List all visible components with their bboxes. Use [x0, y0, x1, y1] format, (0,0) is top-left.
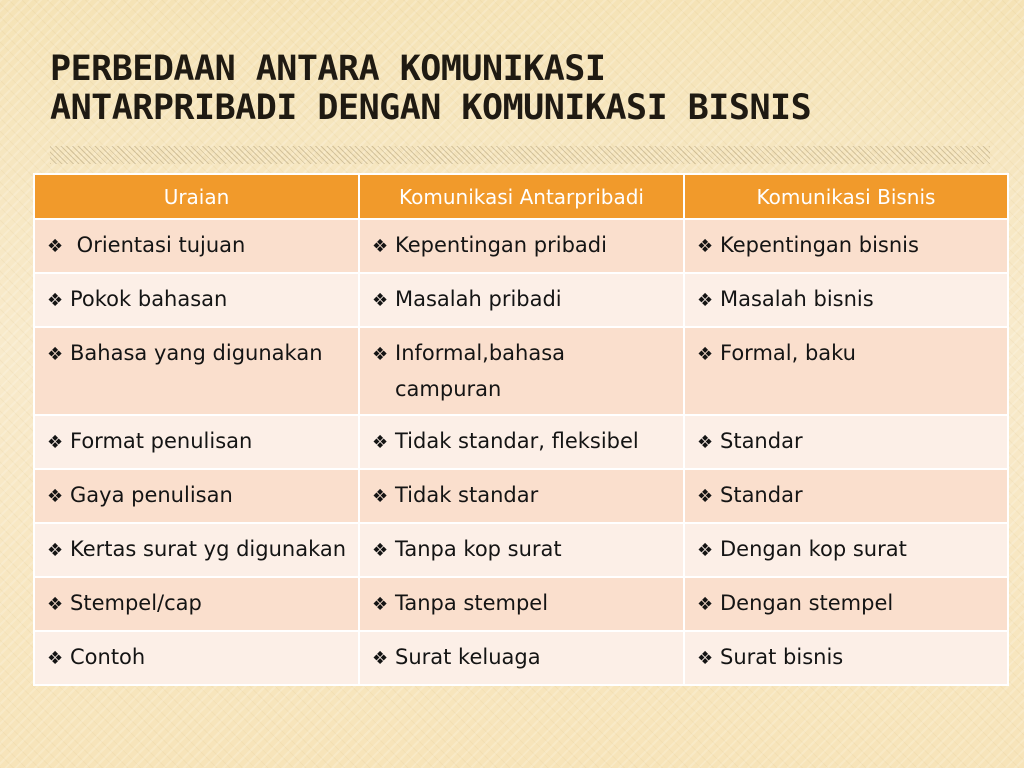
- cell-content: [372, 478, 673, 514]
- table-cell-uraian: [34, 577, 359, 631]
- diamond-bullet-icon: ❖: [697, 432, 714, 453]
- cell-content: [47, 640, 348, 676]
- cell-content: [697, 228, 997, 264]
- table-row: [34, 631, 1008, 685]
- cell-text: Pokok bahasan: [70, 287, 228, 311]
- table-header-row: [34, 174, 1008, 219]
- slide-title-line-2: ANTARPRIBADI DENGAN KOMUNIKASI BISNIS: [50, 88, 812, 128]
- table-row: [34, 219, 1008, 273]
- table-cell-uraian: [34, 469, 359, 523]
- diamond-bullet-icon: ❖: [372, 432, 389, 453]
- diamond-bullet-icon: ❖: [372, 594, 389, 615]
- table-cell-bisnis: [684, 577, 1008, 631]
- diamond-bullet-icon: ❖: [47, 290, 64, 311]
- cell-text: Dengan kop surat: [720, 537, 907, 561]
- table-cell-antarpribadi: [359, 415, 684, 469]
- cell-content: [697, 282, 997, 318]
- cell-text: Tidak standar, fleksibel: [395, 429, 639, 453]
- cell-content: [47, 282, 348, 318]
- cell-content: [47, 586, 348, 622]
- table-cell-bisnis: [684, 523, 1008, 577]
- cell-text: Surat keluaga: [395, 645, 541, 669]
- cell-content: [372, 228, 673, 264]
- header-uraian: Uraian: [34, 174, 359, 219]
- table-cell-uraian: [34, 273, 359, 327]
- cell-text: Orientasi tujuan: [70, 233, 246, 257]
- table-cell-antarpribadi: [359, 523, 684, 577]
- diamond-bullet-icon: ❖: [47, 648, 64, 669]
- table-cell-antarpribadi: [359, 327, 684, 415]
- table-cell-antarpribadi: [359, 273, 684, 327]
- cell-content: [372, 532, 673, 568]
- table-cell-bisnis: [684, 327, 1008, 415]
- cell-text: Dengan stempel: [720, 591, 894, 615]
- table-cell-uraian: [34, 631, 359, 685]
- diamond-bullet-icon: ❖: [372, 236, 389, 257]
- cell-text: Format penulisan: [70, 429, 253, 453]
- cell-content: [697, 532, 997, 568]
- cell-content: [697, 640, 997, 676]
- cell-content: [47, 424, 348, 460]
- table-cell-uraian: [34, 219, 359, 273]
- header-komunikasi-antarpribadi: Komunikasi Antarpribadi: [359, 174, 684, 219]
- cell-text: Tidak standar: [395, 483, 539, 507]
- cell-text: Kepentingan pribadi: [395, 233, 607, 257]
- slide-title: [50, 50, 811, 128]
- cell-content: [47, 478, 348, 514]
- table-cell-uraian: [34, 523, 359, 577]
- diamond-bullet-icon: ❖: [697, 648, 714, 669]
- cell-content: [47, 532, 348, 568]
- diamond-bullet-icon: ❖: [372, 540, 389, 561]
- comparison-table-container: [33, 173, 1007, 686]
- diamond-bullet-icon: ❖: [372, 486, 389, 507]
- cell-content: [697, 424, 997, 460]
- table-cell-bisnis: [684, 415, 1008, 469]
- table-row: [34, 577, 1008, 631]
- table-row: [34, 327, 1008, 415]
- table-row: [34, 523, 1008, 577]
- cell-text: Kertas surat yg digunakan: [70, 537, 347, 561]
- cell-content: [47, 228, 348, 264]
- diamond-bullet-icon: ❖: [697, 540, 714, 561]
- cell-content: [372, 282, 673, 318]
- cell-text: Masalah bisnis: [720, 287, 874, 311]
- cell-content: [697, 336, 997, 372]
- cell-text: Kepentingan bisnis: [720, 233, 919, 257]
- diamond-bullet-icon: ❖: [697, 236, 714, 257]
- table-cell-bisnis: [684, 273, 1008, 327]
- table-row: [34, 273, 1008, 327]
- header-komunikasi-bisnis: Komunikasi Bisnis: [684, 174, 1008, 219]
- cell-text: Gaya penulisan: [70, 483, 233, 507]
- cell-text: Formal, baku: [720, 341, 856, 365]
- comparison-table: [33, 173, 1009, 686]
- diamond-bullet-icon: ❖: [697, 290, 714, 311]
- table-cell-antarpribadi: [359, 631, 684, 685]
- cell-content: [47, 336, 348, 372]
- table-cell-uraian: [34, 327, 359, 415]
- table-cell-uraian: [34, 415, 359, 469]
- cell-text: Stempel/cap: [70, 591, 202, 615]
- diamond-bullet-icon: ❖: [697, 594, 714, 615]
- cell-text: Tanpa stempel: [395, 591, 549, 615]
- diamond-bullet-icon: ❖: [372, 648, 389, 669]
- diamond-bullet-icon: ❖: [372, 290, 389, 311]
- table-cell-antarpribadi: [359, 469, 684, 523]
- cell-content: [372, 586, 673, 622]
- diamond-bullet-icon: ❖: [47, 236, 64, 257]
- diamond-bullet-icon: ❖: [47, 344, 64, 365]
- diamond-bullet-icon: ❖: [697, 344, 714, 365]
- table-cell-bisnis: [684, 631, 1008, 685]
- table-cell-bisnis: [684, 219, 1008, 273]
- cell-content: [372, 640, 673, 676]
- cell-text: Contoh: [70, 645, 146, 669]
- cell-content: [372, 424, 673, 460]
- cell-content: [697, 586, 997, 622]
- cell-text: Standar: [720, 483, 803, 507]
- table-body: [34, 219, 1008, 685]
- diamond-bullet-icon: ❖: [372, 344, 389, 365]
- table-cell-antarpribadi: [359, 577, 684, 631]
- diamond-bullet-icon: ❖: [47, 432, 64, 453]
- cell-text: Surat bisnis: [720, 645, 844, 669]
- diamond-bullet-icon: ❖: [47, 540, 64, 561]
- table-row: [34, 469, 1008, 523]
- table-row: [34, 415, 1008, 469]
- cell-content: [372, 336, 673, 406]
- cell-text: Tanpa kop surat: [395, 537, 562, 561]
- cell-text: Masalah pribadi: [395, 287, 562, 311]
- diamond-bullet-icon: ❖: [47, 486, 64, 507]
- diamond-bullet-icon: ❖: [47, 594, 64, 615]
- title-shadow-decoration: [50, 146, 990, 164]
- cell-content: [697, 478, 997, 514]
- table-cell-bisnis: [684, 469, 1008, 523]
- cell-text: Informal,bahasa campuran: [395, 341, 566, 401]
- cell-text: Standar: [720, 429, 803, 453]
- diamond-bullet-icon: ❖: [697, 486, 714, 507]
- slide-title-line-1: PERBEDAAN ANTARA KOMUNIKASI: [50, 49, 606, 89]
- cell-text: Bahasa yang digunakan: [70, 341, 323, 365]
- table-cell-antarpribadi: [359, 219, 684, 273]
